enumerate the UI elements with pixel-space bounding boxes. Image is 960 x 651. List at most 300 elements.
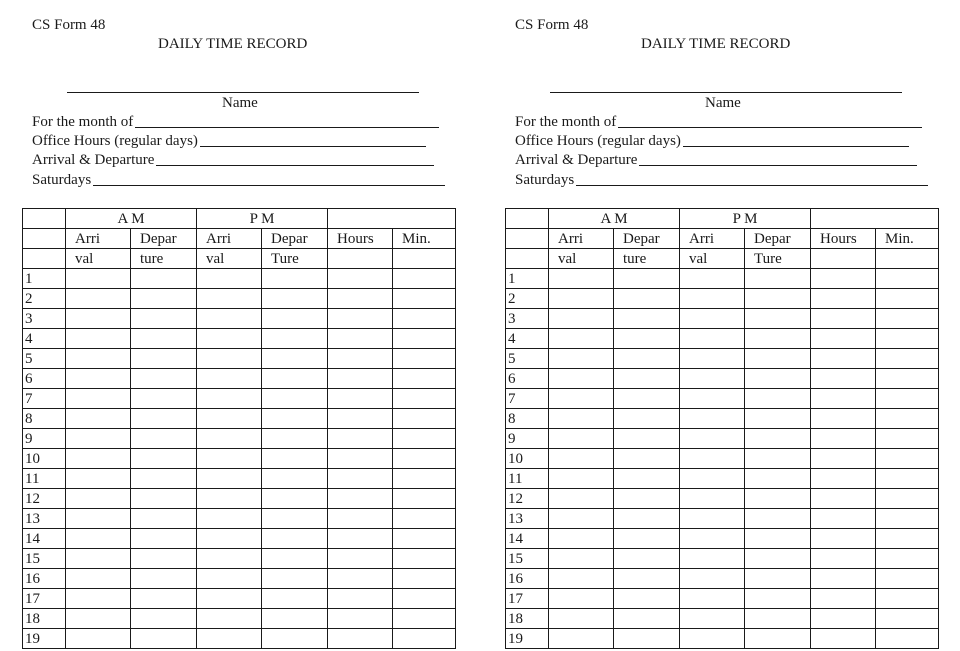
minutes-cell[interactable] <box>393 449 456 469</box>
pm-departure-cell[interactable] <box>745 489 811 509</box>
day-number: 8 <box>23 409 66 429</box>
am-departure-cell[interactable] <box>614 429 680 449</box>
minutes-cell[interactable] <box>393 629 456 649</box>
pm-arrival-cell[interactable] <box>680 629 745 649</box>
hours-cell[interactable] <box>811 569 876 589</box>
pm-arrival-cell[interactable] <box>197 569 262 589</box>
hours-cell[interactable] <box>328 509 393 529</box>
am-arrival-cell[interactable] <box>66 289 131 309</box>
hours-cell[interactable] <box>328 429 393 449</box>
am-arrival-cell[interactable] <box>549 509 614 529</box>
hours-cell[interactable] <box>811 589 876 609</box>
minutes-cell[interactable] <box>393 469 456 489</box>
hours-cell[interactable] <box>811 329 876 349</box>
arrival-departure-label: Arrival & Departure <box>32 152 155 168</box>
day-row <box>506 469 939 489</box>
pm-departure-cell[interactable] <box>262 269 328 289</box>
hours-cell[interactable] <box>328 469 393 489</box>
pm-departure-cell[interactable] <box>745 269 811 289</box>
pm-arrival-cell[interactable] <box>680 509 745 529</box>
pm-departure-cell[interactable] <box>262 449 328 469</box>
pm-arrival-cell[interactable] <box>197 629 262 649</box>
pm-departure-cell[interactable] <box>745 449 811 469</box>
am-arrival-cell[interactable] <box>549 269 614 289</box>
saturdays-blank[interactable] <box>576 185 928 186</box>
minutes-cell[interactable] <box>393 289 456 309</box>
minutes-cell[interactable] <box>393 589 456 609</box>
am-departure-header-cont: ture <box>131 249 197 269</box>
pm-departure-cell[interactable] <box>745 589 811 609</box>
pm-departure-cell[interactable] <box>262 329 328 349</box>
pm-arrival-cell[interactable] <box>197 369 262 389</box>
day-number: 2 <box>23 289 66 309</box>
am-arrival-cell[interactable] <box>549 449 614 469</box>
hours-cell[interactable] <box>328 349 393 369</box>
day-number: 6 <box>23 369 66 389</box>
am-departure-cell[interactable] <box>614 529 680 549</box>
am-arrival-cell[interactable] <box>549 569 614 589</box>
pm-departure-cell[interactable] <box>262 509 328 529</box>
am-departure-cell[interactable] <box>131 309 197 329</box>
minutes-cell[interactable] <box>393 389 456 409</box>
pm-departure-cell[interactable] <box>262 349 328 369</box>
am-departure-cell[interactable] <box>131 549 197 569</box>
minutes-cell[interactable] <box>876 389 939 409</box>
am-departure-cell[interactable] <box>614 309 680 329</box>
pm-arrival-cell[interactable] <box>197 389 262 409</box>
office-hours-blank[interactable] <box>200 146 426 147</box>
hours-cell[interactable] <box>811 469 876 489</box>
pm-departure-cell[interactable] <box>262 629 328 649</box>
header-row-period <box>23 209 456 229</box>
am-arrival-cell[interactable] <box>549 489 614 509</box>
am-arrival-cell[interactable] <box>66 589 131 609</box>
day-row <box>23 349 456 369</box>
saturdays-label: Saturdays <box>515 172 575 188</box>
hours-cell[interactable] <box>328 369 393 389</box>
arrival-departure-blank[interactable] <box>639 165 917 166</box>
am-departure-cell[interactable] <box>131 469 197 489</box>
am-departure-cell[interactable] <box>131 589 197 609</box>
day-number: 6 <box>506 369 549 389</box>
minutes-cell[interactable] <box>876 529 939 549</box>
hours-cell[interactable] <box>811 609 876 629</box>
day-row <box>23 489 456 509</box>
pm-arrival-cell[interactable] <box>680 289 745 309</box>
am-departure-cell[interactable] <box>614 589 680 609</box>
pm-arrival-cell[interactable] <box>680 589 745 609</box>
arrival-departure-blank[interactable] <box>156 165 434 166</box>
minutes-cell[interactable] <box>876 469 939 489</box>
am-arrival-cell[interactable] <box>549 409 614 429</box>
am-departure-cell[interactable] <box>614 489 680 509</box>
minutes-cell[interactable] <box>393 569 456 589</box>
day-row <box>23 449 456 469</box>
hours-cell[interactable] <box>811 409 876 429</box>
hours-cell[interactable] <box>328 569 393 589</box>
pm-departure-cell[interactable] <box>745 529 811 549</box>
pm-departure-cell[interactable] <box>262 569 328 589</box>
form-title: DAILY TIME RECORD <box>158 36 308 52</box>
am-arrival-cell[interactable] <box>66 449 131 469</box>
pm-arrival-cell[interactable] <box>197 549 262 569</box>
pm-departure-cell[interactable] <box>262 429 328 449</box>
am-arrival-cell[interactable] <box>549 549 614 569</box>
pm-departure-cell[interactable] <box>745 509 811 529</box>
day-row <box>506 589 939 609</box>
hours-cell[interactable] <box>328 289 393 309</box>
pm-arrival-cell[interactable] <box>197 489 262 509</box>
month-field <box>32 112 439 131</box>
pm-arrival-cell[interactable] <box>680 309 745 329</box>
minutes-cell[interactable] <box>393 609 456 629</box>
hours-header: Hours <box>811 229 876 249</box>
minutes-header: Min. <box>393 229 456 249</box>
pm-arrival-cell[interactable] <box>680 469 745 489</box>
am-arrival-cell[interactable] <box>549 349 614 369</box>
am-departure-cell[interactable] <box>614 509 680 529</box>
hours-cell[interactable] <box>328 269 393 289</box>
pm-arrival-cell[interactable] <box>680 389 745 409</box>
pm-departure-cell[interactable] <box>745 309 811 329</box>
pm-departure-cell[interactable] <box>262 489 328 509</box>
pm-departure-cell[interactable] <box>745 429 811 449</box>
pm-departure-cell[interactable] <box>745 389 811 409</box>
header-blank-cell <box>876 249 939 269</box>
day-number: 5 <box>23 349 66 369</box>
day-number: 12 <box>506 489 549 509</box>
am-arrival-cell[interactable] <box>549 589 614 609</box>
hours-cell[interactable] <box>811 509 876 529</box>
am-departure-cell[interactable] <box>614 569 680 589</box>
am-departure-cell[interactable] <box>614 449 680 469</box>
am-arrival-cell[interactable] <box>549 309 614 329</box>
am-arrival-cell[interactable] <box>66 609 131 629</box>
hours-cell[interactable] <box>811 429 876 449</box>
pm-arrival-cell[interactable] <box>680 429 745 449</box>
day-number: 8 <box>506 409 549 429</box>
minutes-cell[interactable] <box>393 269 456 289</box>
name-line[interactable] <box>550 92 902 93</box>
pm-departure-cell[interactable] <box>745 609 811 629</box>
pm-departure-cell[interactable] <box>262 529 328 549</box>
hours-cell[interactable] <box>811 489 876 509</box>
am-departure-cell[interactable] <box>131 449 197 469</box>
am-departure-cell[interactable] <box>131 489 197 509</box>
month-label: For the month of <box>515 114 617 130</box>
minutes-cell[interactable] <box>876 309 939 329</box>
office-hours-field <box>32 131 426 150</box>
am-departure-cell[interactable] <box>131 509 197 529</box>
pm-arrival-cell[interactable] <box>197 449 262 469</box>
hours-cell[interactable] <box>328 589 393 609</box>
pm-departure-cell[interactable] <box>745 369 811 389</box>
am-departure-cell[interactable] <box>614 609 680 629</box>
day-number: 15 <box>23 549 66 569</box>
am-departure-cell[interactable] <box>614 269 680 289</box>
hours-cell[interactable] <box>811 289 876 309</box>
day-row <box>506 329 939 349</box>
minutes-cell[interactable] <box>876 269 939 289</box>
day-row <box>506 509 939 529</box>
minutes-cell[interactable] <box>876 569 939 589</box>
pm-arrival-cell[interactable] <box>197 409 262 429</box>
month-blank[interactable] <box>135 127 439 128</box>
am-departure-cell[interactable] <box>614 369 680 389</box>
month-blank[interactable] <box>618 127 922 128</box>
am-departure-cell[interactable] <box>131 369 197 389</box>
minutes-cell[interactable] <box>876 369 939 389</box>
pm-departure-cell[interactable] <box>262 589 328 609</box>
hours-cell[interactable] <box>328 629 393 649</box>
pm-arrival-cell[interactable] <box>197 469 262 489</box>
office-hours-blank[interactable] <box>683 146 909 147</box>
form-code: CS Form 48 <box>515 17 589 33</box>
pm-arrival-cell[interactable] <box>197 509 262 529</box>
am-arrival-cell[interactable] <box>66 529 131 549</box>
day-row <box>23 309 456 329</box>
pm-arrival-cell[interactable] <box>197 269 262 289</box>
hours-cell[interactable] <box>328 549 393 569</box>
minutes-header: Min. <box>876 229 939 249</box>
hours-cell[interactable] <box>328 609 393 629</box>
am-departure-cell[interactable] <box>131 609 197 629</box>
hours-cell[interactable] <box>811 529 876 549</box>
am-departure-cell[interactable] <box>131 289 197 309</box>
minutes-cell[interactable] <box>876 349 939 369</box>
am-arrival-cell[interactable] <box>66 409 131 429</box>
am-arrival-cell[interactable] <box>66 489 131 509</box>
day-row <box>506 289 939 309</box>
day-row <box>506 489 939 509</box>
day-number: 17 <box>506 589 549 609</box>
pm-departure-cell[interactable] <box>745 409 811 429</box>
day-row <box>23 589 456 609</box>
day-number: 14 <box>506 529 549 549</box>
minutes-cell[interactable] <box>393 329 456 349</box>
pm-arrival-cell[interactable] <box>197 309 262 329</box>
pm-arrival-cell[interactable] <box>197 349 262 369</box>
pm-arrival-cell[interactable] <box>680 349 745 369</box>
minutes-cell[interactable] <box>876 449 939 469</box>
pm-departure-cell[interactable] <box>745 629 811 649</box>
am-departure-cell[interactable] <box>131 349 197 369</box>
pm-arrival-cell[interactable] <box>680 609 745 629</box>
minutes-cell[interactable] <box>876 289 939 309</box>
minutes-cell[interactable] <box>876 329 939 349</box>
day-row <box>23 289 456 309</box>
am-arrival-cell[interactable] <box>549 289 614 309</box>
am-arrival-cell[interactable] <box>549 529 614 549</box>
pm-departure-cell[interactable] <box>262 549 328 569</box>
am-departure-cell[interactable] <box>131 389 197 409</box>
pm-arrival-header: Arri <box>680 229 745 249</box>
minutes-cell[interactable] <box>876 589 939 609</box>
minutes-cell[interactable] <box>393 549 456 569</box>
hours-cell[interactable] <box>811 389 876 409</box>
pm-departure-cell[interactable] <box>745 349 811 369</box>
am-arrival-cell[interactable] <box>66 369 131 389</box>
minutes-cell[interactable] <box>393 349 456 369</box>
pm-departure-cell[interactable] <box>745 549 811 569</box>
am-arrival-cell[interactable] <box>66 389 131 409</box>
am-arrival-cell[interactable] <box>549 469 614 489</box>
hours-cell[interactable] <box>328 329 393 349</box>
minutes-cell[interactable] <box>876 609 939 629</box>
am-arrival-cell[interactable] <box>66 349 131 369</box>
pm-departure-cell[interactable] <box>262 289 328 309</box>
am-departure-cell[interactable] <box>614 389 680 409</box>
am-arrival-cell[interactable] <box>549 369 614 389</box>
day-row <box>506 629 939 649</box>
hours-cell[interactable] <box>811 449 876 469</box>
pm-arrival-cell[interactable] <box>197 429 262 449</box>
minutes-cell[interactable] <box>876 489 939 509</box>
day-number: 2 <box>506 289 549 309</box>
hours-cell[interactable] <box>328 389 393 409</box>
day-number: 14 <box>23 529 66 549</box>
hours-cell[interactable] <box>811 309 876 329</box>
am-departure-cell[interactable] <box>614 349 680 369</box>
pm-arrival-cell[interactable] <box>680 549 745 569</box>
am-departure-cell[interactable] <box>131 629 197 649</box>
pm-departure-cell[interactable] <box>262 409 328 429</box>
am-departure-cell[interactable] <box>131 269 197 289</box>
hours-cell[interactable] <box>328 409 393 429</box>
pm-departure-cell[interactable] <box>262 369 328 389</box>
day-number: 16 <box>23 569 66 589</box>
minutes-cell[interactable] <box>393 429 456 449</box>
minutes-cell[interactable] <box>393 409 456 429</box>
pm-arrival-cell[interactable] <box>680 449 745 469</box>
pm-arrival-cell[interactable] <box>680 569 745 589</box>
minutes-cell[interactable] <box>393 509 456 529</box>
am-departure-cell[interactable] <box>614 409 680 429</box>
day-row <box>23 569 456 589</box>
minutes-cell[interactable] <box>393 309 456 329</box>
am-departure-cell[interactable] <box>614 329 680 349</box>
am-arrival-cell[interactable] <box>549 629 614 649</box>
am-departure-cell[interactable] <box>614 629 680 649</box>
am-departure-cell[interactable] <box>131 409 197 429</box>
pm-arrival-cell[interactable] <box>680 489 745 509</box>
pm-departure-cell[interactable] <box>745 569 811 589</box>
hours-cell[interactable] <box>811 369 876 389</box>
day-row <box>23 389 456 409</box>
name-line[interactable] <box>67 92 419 93</box>
day-number: 1 <box>506 269 549 289</box>
minutes-cell[interactable] <box>393 489 456 509</box>
am-arrival-cell[interactable] <box>66 429 131 449</box>
hours-cell[interactable] <box>328 449 393 469</box>
hours-cell[interactable] <box>811 629 876 649</box>
month-label: For the month of <box>32 114 134 130</box>
hours-cell[interactable] <box>811 349 876 369</box>
minutes-cell[interactable] <box>393 369 456 389</box>
am-departure-cell[interactable] <box>614 469 680 489</box>
hours-cell[interactable] <box>328 489 393 509</box>
am-arrival-cell[interactable] <box>549 429 614 449</box>
am-departure-cell[interactable] <box>614 289 680 309</box>
pm-arrival-cell[interactable] <box>680 409 745 429</box>
pm-departure-cell[interactable] <box>262 609 328 629</box>
pm-departure-cell[interactable] <box>262 309 328 329</box>
am-departure-cell[interactable] <box>614 549 680 569</box>
am-departure-cell[interactable] <box>131 429 197 449</box>
minutes-cell[interactable] <box>393 529 456 549</box>
saturdays-field <box>515 170 928 189</box>
header-blank-cell <box>811 209 939 229</box>
hours-cell[interactable] <box>811 549 876 569</box>
name-label: Name <box>705 95 741 111</box>
minutes-cell[interactable] <box>876 509 939 529</box>
am-departure-cell[interactable] <box>131 329 197 349</box>
pm-departure-cell[interactable] <box>262 389 328 409</box>
time-record-table <box>505 208 939 649</box>
pm-arrival-cell[interactable] <box>680 329 745 349</box>
pm-arrival-cell[interactable] <box>197 529 262 549</box>
day-number: 10 <box>506 449 549 469</box>
day-row <box>506 269 939 289</box>
pm-departure-cell[interactable] <box>262 469 328 489</box>
hours-header: Hours <box>328 229 393 249</box>
hours-cell[interactable] <box>328 309 393 329</box>
dtr-form-left <box>22 0 462 651</box>
pm-departure-cell[interactable] <box>745 329 811 349</box>
pm-arrival-cell[interactable] <box>680 269 745 289</box>
am-arrival-cell[interactable] <box>66 549 131 569</box>
saturdays-blank[interactable] <box>93 185 445 186</box>
am-arrival-cell[interactable] <box>66 569 131 589</box>
pm-arrival-cell[interactable] <box>197 609 262 629</box>
day-row <box>23 369 456 389</box>
office-hours-label: Office Hours (regular days) <box>32 133 198 149</box>
pm-header: P M <box>680 209 811 229</box>
arrival-departure-field <box>32 150 434 169</box>
am-arrival-cell[interactable] <box>66 509 131 529</box>
am-arrival-cell[interactable] <box>66 309 131 329</box>
am-arrival-cell[interactable] <box>66 629 131 649</box>
pm-departure-cell[interactable] <box>745 289 811 309</box>
day-number: 12 <box>23 489 66 509</box>
pm-arrival-cell[interactable] <box>197 289 262 309</box>
pm-arrival-cell[interactable] <box>197 589 262 609</box>
minutes-cell[interactable] <box>876 429 939 449</box>
am-arrival-cell[interactable] <box>66 469 131 489</box>
am-arrival-cell[interactable] <box>549 609 614 629</box>
day-number: 9 <box>506 429 549 449</box>
am-arrival-cell[interactable] <box>549 329 614 349</box>
minutes-cell[interactable] <box>876 409 939 429</box>
am-arrival-cell[interactable] <box>66 329 131 349</box>
am-departure-cell[interactable] <box>131 529 197 549</box>
pm-arrival-cell[interactable] <box>680 529 745 549</box>
pm-arrival-cell[interactable] <box>197 329 262 349</box>
header-row-period <box>506 209 939 229</box>
minutes-cell[interactable] <box>876 549 939 569</box>
hours-cell[interactable] <box>811 269 876 289</box>
pm-departure-cell[interactable] <box>745 469 811 489</box>
am-arrival-cell[interactable] <box>66 269 131 289</box>
hours-cell[interactable] <box>328 529 393 549</box>
minutes-cell[interactable] <box>876 629 939 649</box>
am-departure-header: Depar <box>131 229 197 249</box>
pm-arrival-cell[interactable] <box>680 369 745 389</box>
am-departure-cell[interactable] <box>131 569 197 589</box>
header-blank-cell <box>328 249 393 269</box>
am-arrival-cell[interactable] <box>549 389 614 409</box>
name-label: Name <box>222 95 258 111</box>
